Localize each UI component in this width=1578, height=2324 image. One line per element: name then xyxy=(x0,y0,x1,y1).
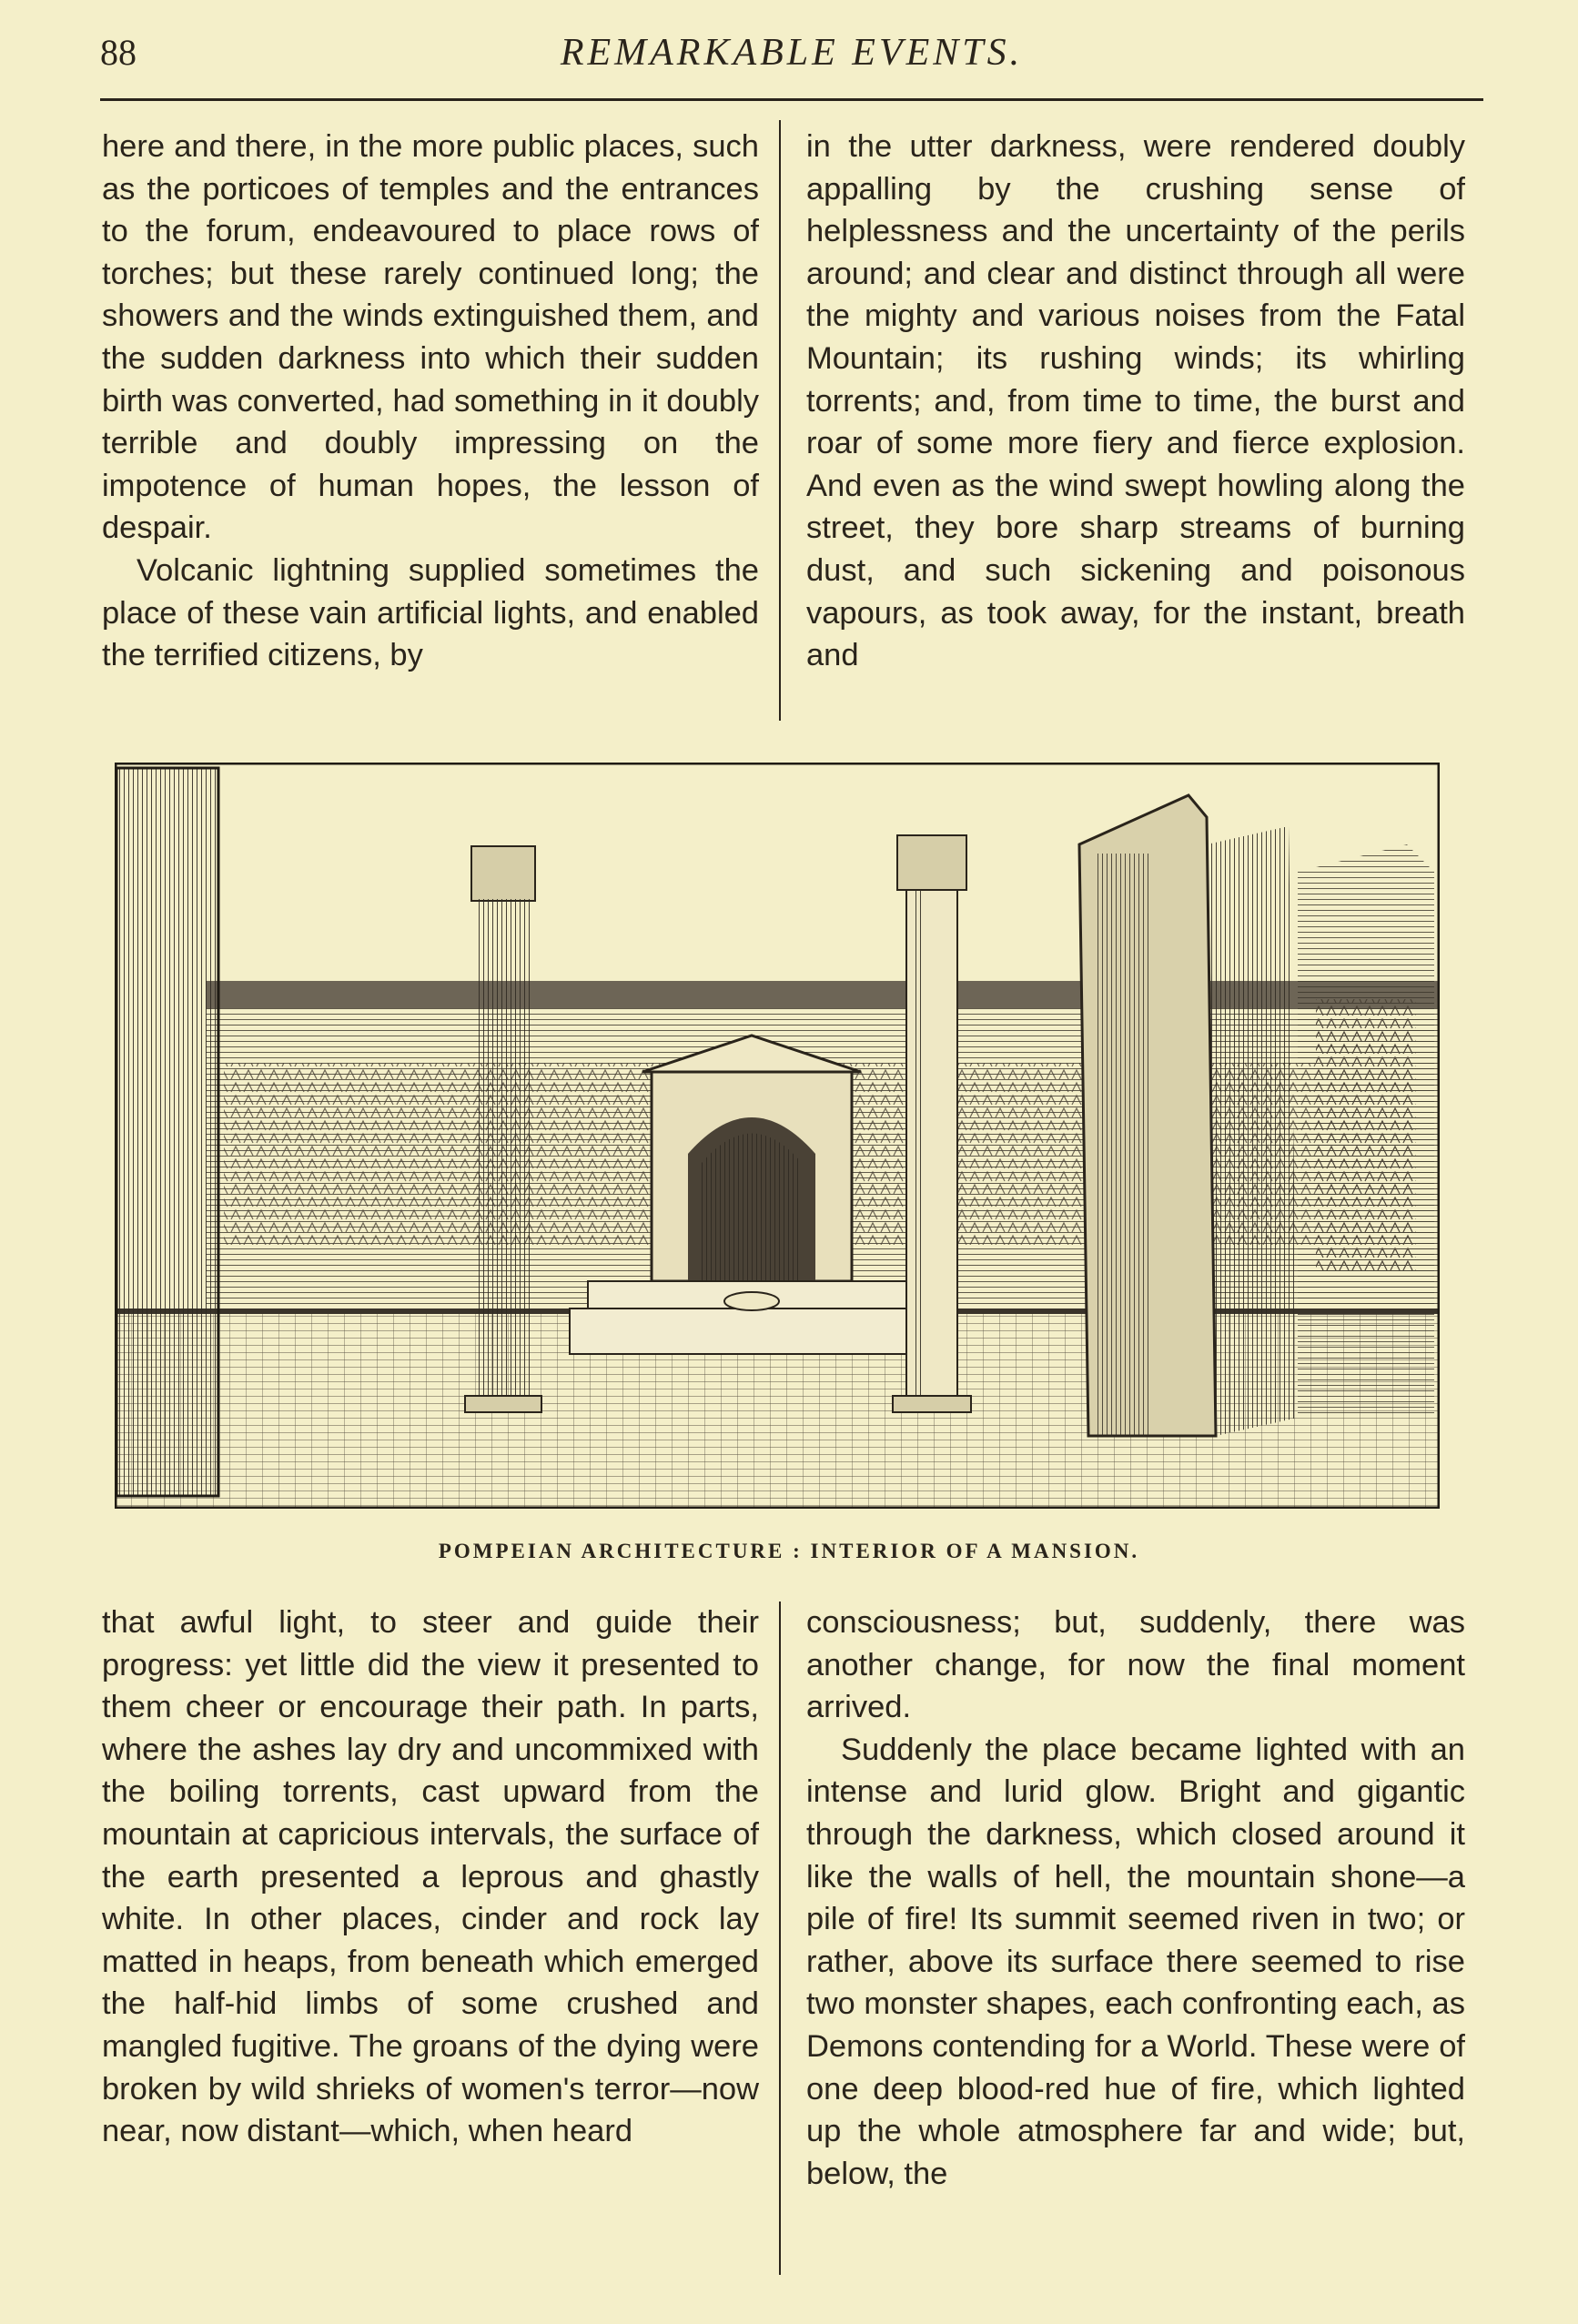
page-number: 88 xyxy=(100,32,137,73)
text-column-bottom-left xyxy=(102,1602,759,2153)
column-divider-top xyxy=(779,120,781,721)
paragraph: consciousness; but, suddenly, there was another change, for now the final moment arrived. xyxy=(806,1605,1465,1725)
paragraph: Volcanic lightning supplied sometimes the place of these vain artificial lights, and enabled the terrified citizens, by xyxy=(102,552,759,673)
header-rule xyxy=(100,98,1483,101)
page-header xyxy=(100,31,1483,86)
text-column-top-left xyxy=(102,126,759,677)
paragraph: that awful light, to steer and guide their progress: yet little did the view it presented to them cheer or encourage their path. In parts, where the ashes lay dry and uncommixed with the boiling torrents, cast upward from the mountain at capricious intervals, the surface of the earth presented a leprous and ghastly white. In other places, cinder and rock lay matted in heaps, from beneath which emerged the half-hid limbs of some crushed and mangled fugitive. The groans of the dying were broken by wild shrieks of women's terror—now near, now distant—which, when heard xyxy=(102,1605,759,2149)
paragraph: in the utter darkness, were rendered doubly appalling by the crushing sense of helplessness and the uncertainty of the perils around; and clear and distinct through all were the mighty and various noises from the Fatal Mountain; its rushing winds; its whirling torrents; and, from time to time, the burst and roar of some more fiery and fierce explosion. And even as the wind swept howling along the street, they bore sharp streams of burning dust, and such sickening and poisonous vapours, as took away, for the instant, breath and xyxy=(806,129,1465,673)
running-title: REMARKABLE EVENTS. xyxy=(560,32,1024,74)
engraving-pompeian-interior xyxy=(115,763,1440,1509)
paragraph: here and there, in the more public places, such as the porticoes of temples and the entrances to the forum, endeavoured to place rows of torches; but these rarely continued long; the showers and the winds extinguished them, and the sudden darkness into which their sudden birth was converted, had something in it doubly terrible and doubly impressing on the impotence of human hopes, the lesson of despair. xyxy=(102,129,759,546)
text-column-top-right xyxy=(806,126,1465,677)
column-divider-bottom xyxy=(779,1602,781,2275)
paragraph: Suddenly the place became lighted with an intense and lurid glow. Bright and gigantic through the darkness, which closed around it like the walls of hell, the mountain shone—a pile of fire! Its summit seemed riven in two; or rather, above its surface there seemed to rise two monster shapes, each confronting each, as Demons contending for a World. These were of one deep blood-red hue of fire, which lighted up the whole atmosphere far and wide; but, below, the xyxy=(806,1732,1465,2191)
text-column-bottom-right xyxy=(806,1602,1465,2195)
figure-caption: POMPEIAN ARCHITECTURE : INTERIOR OF A MANSION. xyxy=(438,1540,1140,1562)
